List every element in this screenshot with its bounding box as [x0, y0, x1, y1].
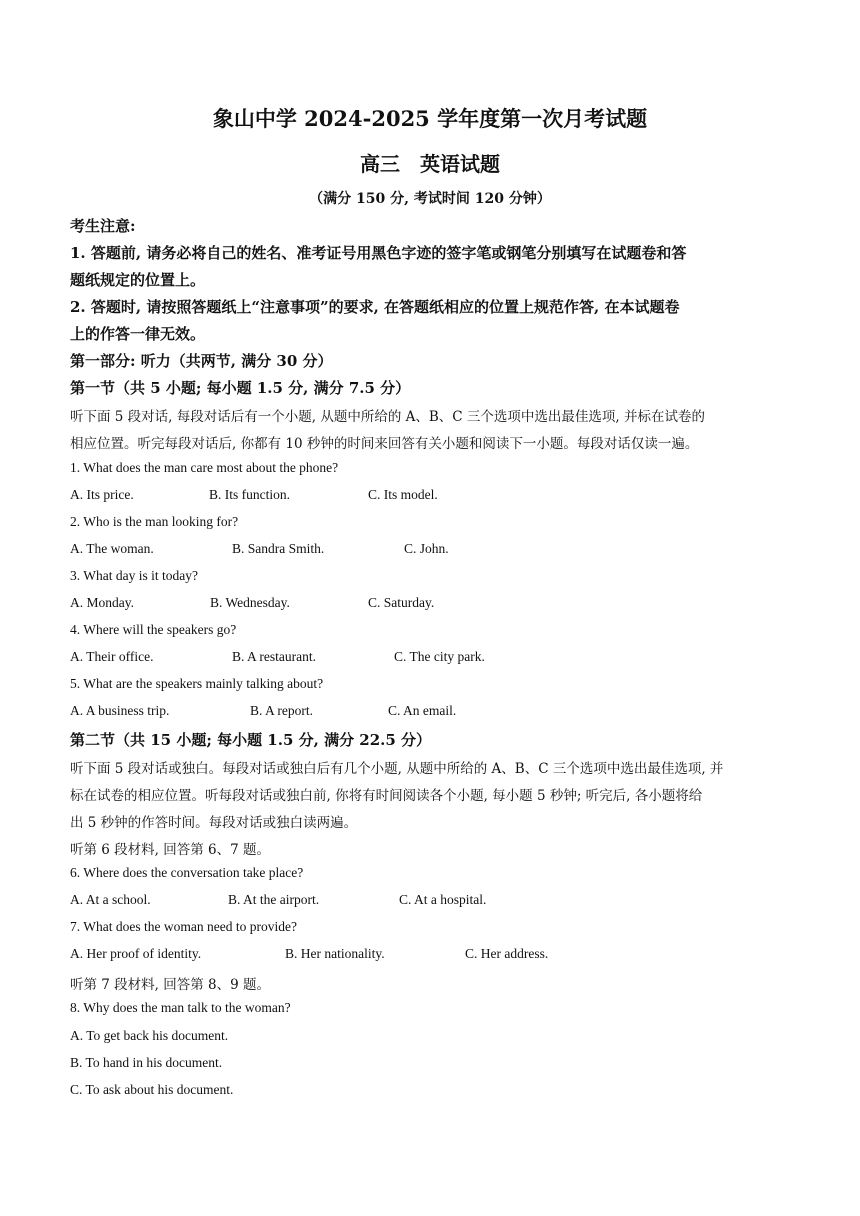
question-7-option-c: C. Her address. [465, 946, 549, 961]
section2-heading: 第二节（共 15 小题; 每小题 1.5 分, 满分 22.5 分） [70, 731, 432, 749]
exam-info: （满分 150 分, 考试时间 120 分钟） [309, 191, 551, 207]
question-6-option-c: C. At a hospital. [399, 892, 487, 907]
notice-item1-line1: 1. 答题前, 请务必将自己的姓名、准考证号用黑色字迹的签字笔或钢笔分别填写在试题卷和答 [70, 244, 687, 262]
section1-instructions-line1: 听下面 5 段对话, 每段对话后有一个小题, 从题中所给的 A、B、C 三个选项中选出最佳选项, 并标在试卷的 [70, 409, 705, 425]
section2-instructions-line1: 听下面 5 段对话或独白。每段对话或独白后有几个小题, 从题中所给的 A、B、C 三个选项中选出最佳选项, 并 [70, 761, 724, 777]
question-6: 6. Where does the conversation take place? [70, 865, 304, 880]
question-8-option-a: A. To get back his document. [70, 1028, 229, 1043]
question-3: 3. What day is it today? [70, 568, 198, 583]
exam-title: 象山中学 2024-2025 学年度第一次月考试题 [212, 106, 648, 131]
section2-instructions-line3: 出 5 秒钟的作答时间。每段对话或独白读两遍。 [70, 815, 358, 831]
material-6-label: 听第 6 段材料, 回答第 6、7 题。 [70, 842, 271, 858]
question-3-option-b: B. Wednesday. [210, 595, 290, 610]
question-2-option-c: C. John. [404, 541, 449, 556]
notice-item2-line1: 2. 答题时, 请按照答题纸上“注意事项”的要求, 在答题纸相应的位置上规范作答, 在本试题卷 [70, 298, 680, 316]
question-5-option-b: B. A report. [250, 703, 313, 718]
question-1: 1. What does the man care most about the phone? [70, 460, 339, 475]
question-8-option-c: C. To ask about his document. [70, 1082, 234, 1097]
question-5-option-c: C. An email. [388, 703, 457, 718]
question-6-option-b: B. At the airport. [228, 892, 320, 907]
section1-instructions-line2: 相应位置。听完每段对话后, 你都有 10 秒钟的时间来回答有关小题和阅读下一小题。每段对话仅读一遍。 [70, 436, 699, 452]
question-4-option-a: A. Their office. [70, 649, 154, 664]
question-5: 5. What are the speakers mainly talking about? [70, 676, 324, 691]
notice-heading: 考生注意: [70, 217, 136, 235]
question-6-option-a: A. At a school. [70, 892, 151, 907]
question-7-option-b: B. Her nationality. [285, 946, 385, 961]
question-7-option-a: A. Her proof of identity. [70, 946, 202, 961]
question-5-option-a: A. A business trip. [70, 703, 170, 718]
question-1-option-a: A. Its price. [70, 487, 134, 502]
question-8: 8. Why does the man talk to the woman? [70, 1000, 291, 1015]
notice-item2-line2: 上的作答一律无效。 [70, 325, 206, 343]
material-7-label: 听第 7 段材料, 回答第 8、9 题。 [70, 977, 271, 993]
section1-heading: 第一节（共 5 小题; 每小题 1.5 分, 满分 7.5 分） [70, 379, 411, 397]
question-4-option-b: B. A restaurant. [232, 649, 316, 664]
part1-heading: 第一部分: 听力（共两节, 满分 30 分） [70, 352, 333, 370]
question-2: 2. Who is the man looking for? [70, 514, 239, 529]
exam-subtitle: 高三 英语试题 [360, 152, 500, 176]
question-1-option-b: B. Its function. [209, 487, 290, 502]
question-1-option-c: C. Its model. [368, 487, 438, 502]
notice-item1-line2: 题纸规定的位置上。 [70, 271, 206, 289]
question-3-option-c: C. Saturday. [368, 595, 435, 610]
question-4: 4. Where will the speakers go? [70, 622, 237, 637]
question-2-option-a: A. The woman. [70, 541, 154, 556]
question-7: 7. What does the woman need to provide? [70, 919, 297, 934]
question-8-option-b: B. To hand in his document. [70, 1055, 223, 1070]
section2-instructions-line2: 标在试卷的相应位置。听每段对话或独白前, 你将有时间阅读各个小题, 每小题 5 秒钟; 听完后, 各小题将给 [70, 788, 703, 804]
question-4-option-c: C. The city park. [394, 649, 485, 664]
question-3-option-a: A. Monday. [70, 595, 134, 610]
question-2-option-b: B. Sandra Smith. [232, 541, 325, 556]
